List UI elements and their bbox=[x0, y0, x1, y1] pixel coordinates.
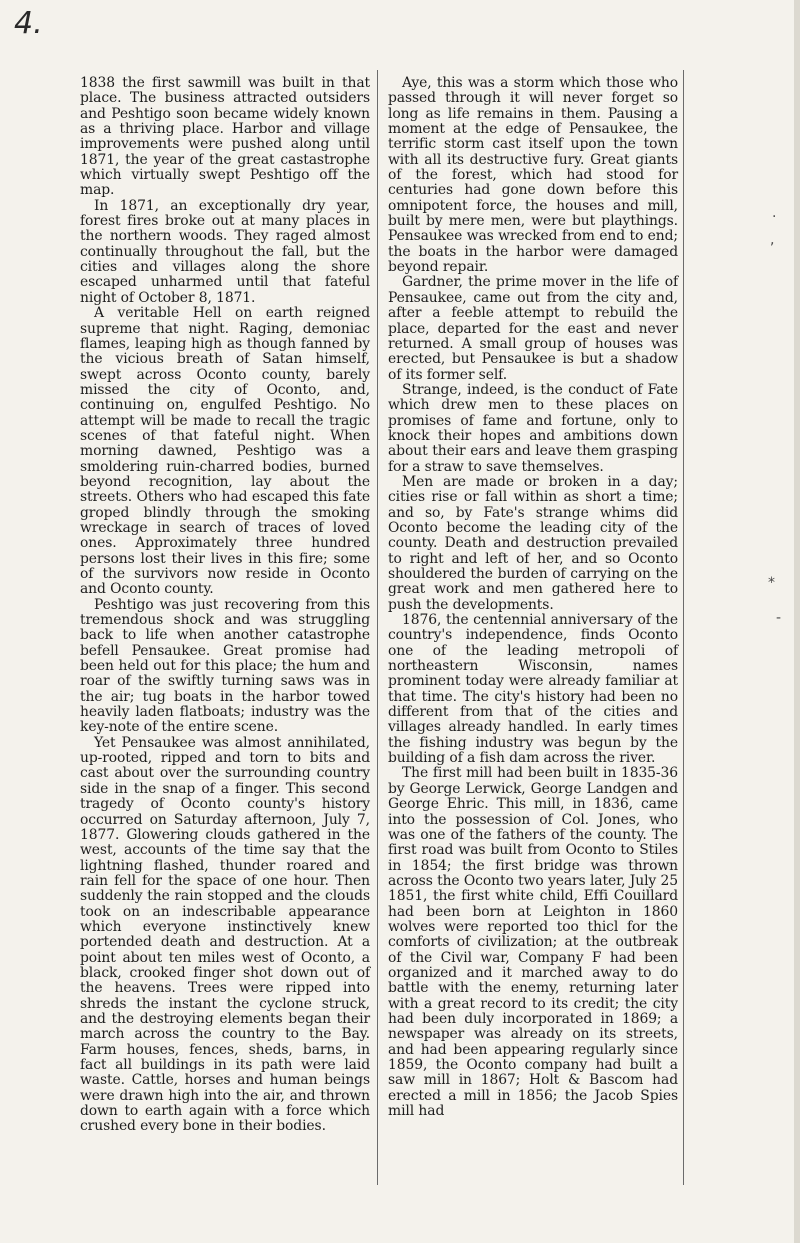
right-paragraph-5: 1876, the centennial anniversary of the country's independence, finds Oconto one of the leading metropoli of northeastern Wisconsin, names prominent today were already familiar at that time. The city's history had been no different from that of the cities and villages already handled. In early times the fishing industry was begun by the building of a fish dam across the river. bbox=[388, 612, 678, 767]
page-number: 4. bbox=[14, 6, 43, 41]
right-paragraph-1: Aye, this was a storm which those who passed through it will never forget so long as life remains in them. Pausing a moment at the edge of Pensaukee, the terrific storm cast itself upon the town with all its destructive fury. Great giants of the forest, which had stood for centuries had gone down before this omnipotent force, the houses and mill, built by mere men, were but playthings. Pensaukee was wrecked from end to end; the boats in the harbor were damaged beyond repair. bbox=[388, 75, 678, 276]
left-paragraph-5: Yet Pensaukee was almost annihilated, up-rooted, ripped and torn to bits and cast about over the surrounding country side in the snap of a finger. This second tragedy of Oconto county's history occurred on Saturday afternoon, July 7, 1877. Glowering clouds gathered in the west, accounts of the time say that the lightning flashed, thunder roared and rain fell for the space of one hour. Then suddenly the rain stopped and the clouds took on an indescribable appearance which everyone instinctively knew portended death and destruction. At a point about ten miles west of Oconto, a black, crooked finger shot down out of the heavens. Trees were ripped into shreds the instant the cyclone struck, and the destroying elements began their march across the country to the Bay. Farm houses, fences, sheds, barns, in fact all buildings in its path were laid waste. Cattle, horses and human beings were drawn high into the air, and thrown down to earth again with a force which crushed every bone in their bodies. bbox=[80, 734, 370, 1135]
column-divider bbox=[377, 70, 378, 1185]
left-paragraph-3: A veritable Hell on earth reigned supreme that night. Raging, demoniac flames, leaping high as though fanned by the vicious breath of Satan himself, swept across Oconto county, barely missed the city of Oconto, and, continuing on, engulfed Peshtigo. No attempt will be made to recall the tragic scenes of that fateful night. When morning dawned, Peshtigo was a smoldering ruin-charred bodies, burned beyond recognition, lay about the streets. Others who had escaped this fate groped blindly through the smoking wreckage in search of traces of loved ones. Approximately three hundred persons lost their lives in this fire; some of the survivors now reside in Oconto and Oconto county. bbox=[80, 305, 370, 598]
right-column bbox=[388, 76, 678, 1119]
left-column bbox=[80, 76, 370, 1135]
margin-mark-4: - bbox=[776, 610, 782, 626]
page-edge-shadow bbox=[794, 0, 800, 1243]
left-paragraph-2: In 1871, an exceptionally dry year, forest fires broke out at many places in the northern woods. They raged almost continually throughout the fall, but the cities and villages along the shore escaped unharmed until that fateful night of October 8, 1871. bbox=[80, 197, 370, 306]
page-edge-rule bbox=[683, 70, 684, 1185]
margin-mark-2: , bbox=[770, 232, 775, 248]
right-paragraph-2: Gardner, the prime mover in the life of Pensaukee, came out from the city and, after a feeble attempt to rebuild the place, departed for the east and never returned. A small group of houses was erected, but Pensaukee is but a shadow of its former self. bbox=[388, 274, 678, 383]
right-paragraph-4: Men are made or broken in a day; cities rise or fall within as short a time; and so, by Fate's strange whims did Oconto become the leading city of the county. Death and destruction prevailed to right and left of her, and so Oconto shouldered the burden of carrying on the great work and men gathered here to push the developments. bbox=[388, 473, 678, 613]
right-paragraph-3: Strange, indeed, is the conduct of Fate which drew men to these places on promises of fame and fortune, only to knock their hopes and ambitions down about their ears and leave them grasping for a straw to save themselves. bbox=[388, 381, 678, 475]
left-paragraph-4: Peshtigo was just recovering from this tremendous shock and was struggling back to life when another catastrophe befell Pensaukee. Great promise had been held out for this place; the hum and roar of the swiftly turning saws was in the air; tug boats in the harbor towed heavily laden flatboats; industry was the key-note of the entire scene. bbox=[80, 596, 370, 736]
right-paragraph-6: The first mill had been built in 1835-36 by George Lerwick, George Landgen and George Ehric. This mill, in 1836, came into the possession of Col. Jones, who was one of the fathers of the county. The first road was built from Oconto to Stiles in 1854; the first bridge was thrown across the Oconto two years later, July 25 1851, the first white child, Effi Couillard had been born at Leighton in 1860 wolves were reported too thicl for the comforts of civilization; at the outbreak of the Civil war, Company F had been organized and it marched away to do battle with the enemy, returning later with a great record to its credit; the city had been duly incorporated in 1869; a newspaper was already on its streets, and had been appearing regularly since 1859, the Oconto company had built a saw mill in 1867; Holt & Bascom had erected a mill in 1856; the Jacob Spies mill had bbox=[388, 765, 678, 1120]
left-paragraph-1: 1838 the first sawmill was built in that place. The business attracted outsiders and Peshtigo soon became widely known as a thriving place. Harbor and village improvements were pushed along until 1871, the year of the great castastrophe which virtually swept Peshtigo off the map. bbox=[80, 75, 370, 199]
margin-mark-3: * bbox=[768, 575, 775, 591]
margin-mark-1: . bbox=[772, 205, 777, 221]
